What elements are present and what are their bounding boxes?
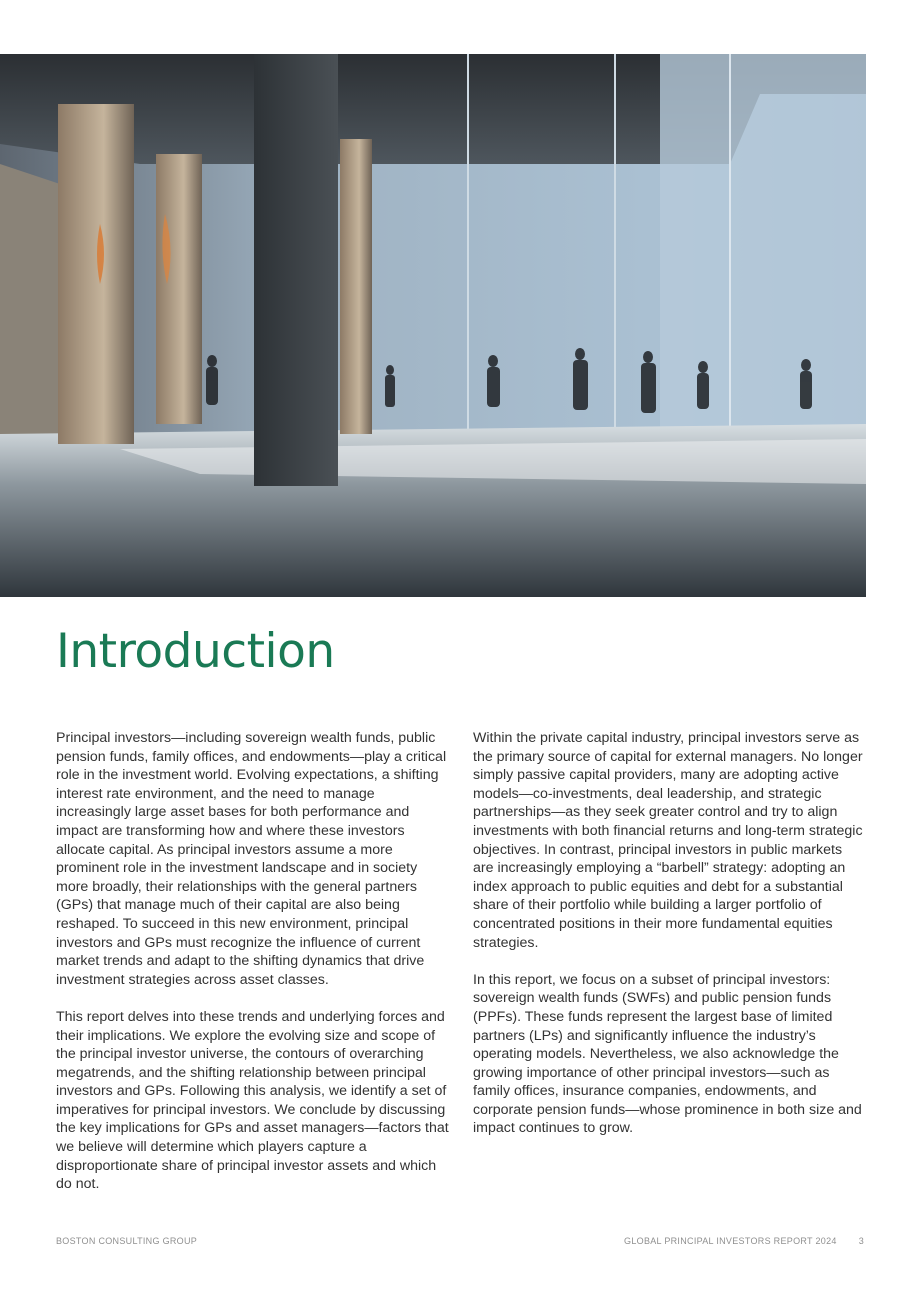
photo-atrium-icon xyxy=(0,54,866,597)
body-paragraph: Principal investors—including sovereign wealth funds, public pension funds, family offices, and endowments—play a critical role in the investment world. Evolving expectations, a shifting interest rate environment, and the need to manage increasingly large asset bases for both performance and impact are transforming how and where these investors allocate capital. As principal investors assume a more prominent role in the investment landscape and in society more broadly, their relationships with the general partners (GPs) that manage much of their capital are also being reshaped. To succeed in this new environment, principal investors and GPs must recognize the influence of current market trends and adapt to the shifting dynamics that drive investment strategies across asset classes. xyxy=(56,730,447,988)
body-paragraph: This report delves into these trends and underlying forces and their implications. We explore the evolving size and scope of the principal investor universe, the contours of overarching megatrends, and the shifting relationship between principal investors and GPs. Following this analysis, we identify a set of imperatives for principal investors. We conclude by discussing the key implications for GPs and asset managers—factors that we believe will determine which players capture a disproportionate share of principal investor assets and which do not. xyxy=(56,1008,449,1193)
page-number: 3 xyxy=(858,1236,864,1246)
left-column xyxy=(56,729,449,1212)
footer-report-title: GLOBAL PRINCIPAL INVESTORS REPORT 2024 xyxy=(624,1236,837,1246)
footer-report xyxy=(624,1236,864,1246)
right-column xyxy=(473,729,866,1157)
hero-photo xyxy=(0,54,866,597)
footer-publisher: BOSTON CONSULTING GROUP xyxy=(56,1236,198,1246)
body-paragraph: Within the private capital industry, principal investors serve as the primary source of capital for external managers. No longer simply passive capital providers, many are adopting active models—co-investments, deal leadership, and strategic partnerships—as they seek greater control and try to align investments with both financial returns and long-term strategic objectives. In contrast, principal investors in public markets are increasingly employing a “barbell” strategy: adopting an index approach to public equities and debt for a substantial share of their portfolio while building a larger portfolio of concentrated positions in their more fundamental equities strategies. xyxy=(473,730,863,951)
page-title: Introduction xyxy=(56,624,335,679)
body-paragraph: In this report, we focus on a subset of principal investors: sovereign wealth funds (SWFs) and public pension funds (PPFs). These funds represent the largest base of limited partners (LPs) and significantly influence the industry’s operating models. Nevertheless, we also acknowledge the growing importance of other principal investors—such as family offices, insurance companies, endowments, and corporate pension funds—whose prominence in both size and impact continues to grow. xyxy=(473,971,862,1137)
